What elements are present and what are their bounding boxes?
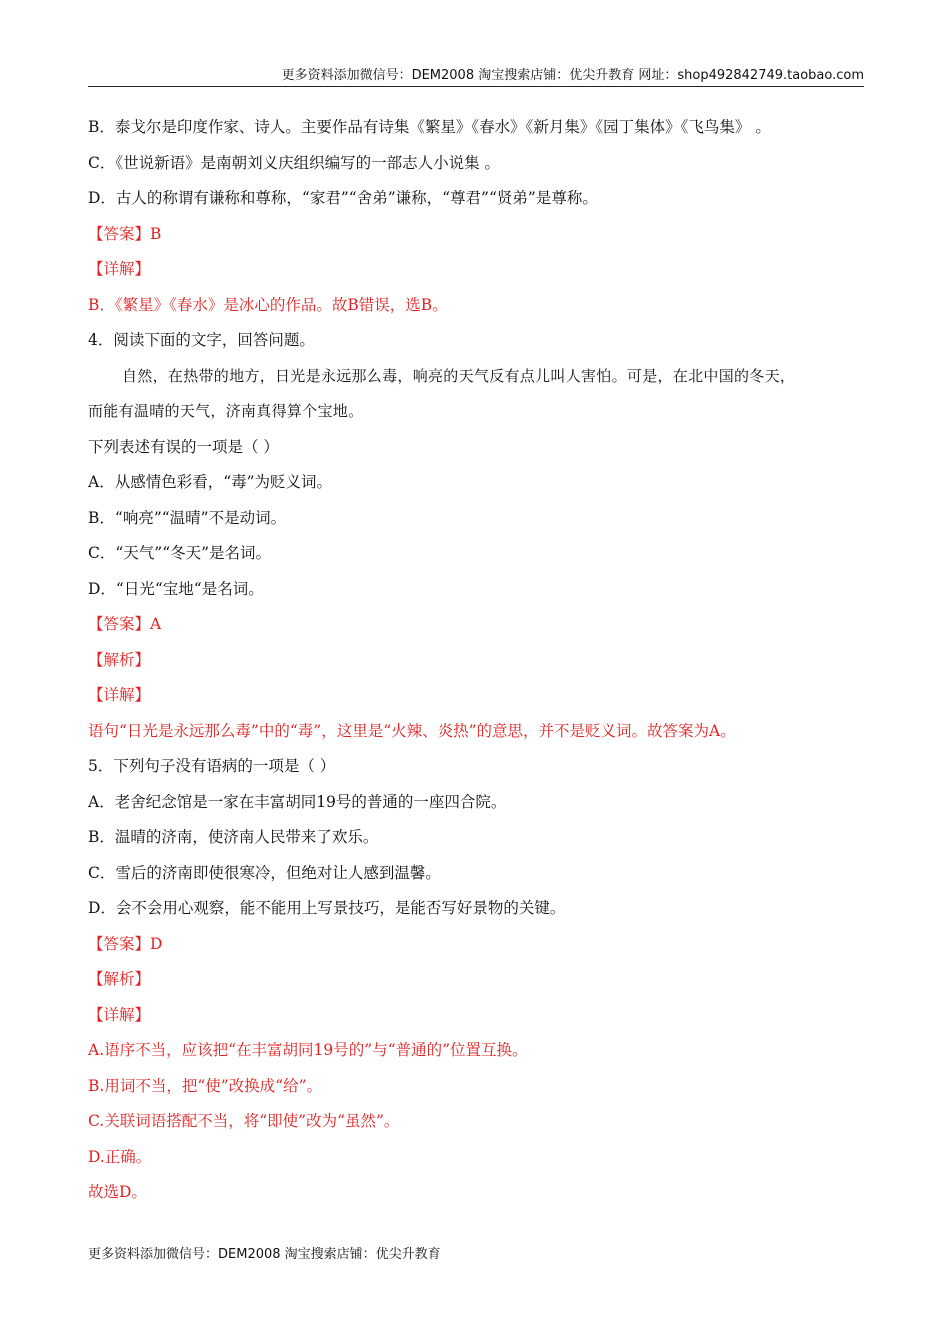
document-body <box>88 110 864 1211</box>
text-line: B.用词不当，把“使”改换成“给”。 <box>88 1076 323 1095</box>
text-line: 【解析】 <box>88 970 151 988</box>
text-line: D.正确。 <box>88 1147 152 1166</box>
text-line: B．《繁星》《春水》是冰心的作品。故B错误，选B。 <box>88 295 448 314</box>
text-line: 【解析】 <box>88 650 151 669</box>
text-line: 【答案】A <box>88 615 162 633</box>
text-line: D．“日光“宝地“是名词。 <box>88 579 264 598</box>
text-line: 【答案】D <box>88 934 163 953</box>
text-line: B．泰戈尔是印度作家、诗人。主要作品有诗集《繁星》《春水》《新月集》《园丁集体》《飞鸟集》 。 <box>88 118 771 136</box>
text-line: A．老舍纪念馆是一家在丰富胡同19号的普通的一座四合院。 <box>88 792 507 811</box>
text-line: 5．下列句子没有语病的一项是（ ） <box>88 757 336 775</box>
text-line: 【详解】 <box>88 1005 151 1024</box>
page-header: 更多资料添加微信号：DEM2008 淘宝搜索店铺：优尖升教育 网址：shop492842749.taobao.com <box>88 66 864 87</box>
text-line: A．从感情色彩看，“毒”为贬义词。 <box>88 473 333 491</box>
text-line: A.语序不当，应该把“在丰富胡同19号的”与“普通的”位置互换。 <box>88 1041 528 1059</box>
text-line: 【详解】 <box>88 260 151 278</box>
text-line: 【答案】B <box>88 224 162 243</box>
text-line: D．古人的称谓有谦称和尊称，“家君”“舍弟”谦称，“尊君”“贤弟”是尊称。 <box>88 189 598 207</box>
text-line: 【详解】 <box>88 686 151 704</box>
text-line: D．会不会用心观察，能不能用上写景技巧，是能否写好景物的关键。 <box>88 899 566 917</box>
text-line: 下列表述有误的一项是（ ） <box>88 437 279 456</box>
text-line: B．“响亮”“温晴”不是动词。 <box>88 508 287 527</box>
page-footer: 更多资料添加微信号：DEM2008 淘宝搜索店铺：优尖升教育 <box>88 1247 441 1262</box>
text-line: C．雪后的济南即使很寒冷，但绝对让人感到温馨。 <box>88 863 441 882</box>
text-line: 自然，在热带的地方，日光是永远那么毒，响亮的天气反有点儿叫人害怕。可是，在北中国的冬天， <box>122 366 796 385</box>
text-line: C．“天气”“冬天”是名词。 <box>88 544 272 562</box>
text-line: 4．阅读下面的文字，回答问题。 <box>88 331 315 349</box>
text-line: B．温晴的济南，使济南人民带来了欢乐。 <box>88 828 379 846</box>
text-line: 语句“日光是永远那么毒”中的“毒”，这里是“火辣、炎热”的意思，并不是贬义词。故答案为A。 <box>88 721 736 740</box>
text-line: C.关联词语搭配不当，将“即使”改为“虽然”。 <box>88 1112 400 1130</box>
text-line: C．《世说新语》是南朝刘义庆组织编写的一部志人小说集 。 <box>88 153 501 172</box>
text-line: 故选D。 <box>88 1183 147 1201</box>
text-line: 而能有温晴的天气，济南真得算个宝地。 <box>88 402 364 420</box>
